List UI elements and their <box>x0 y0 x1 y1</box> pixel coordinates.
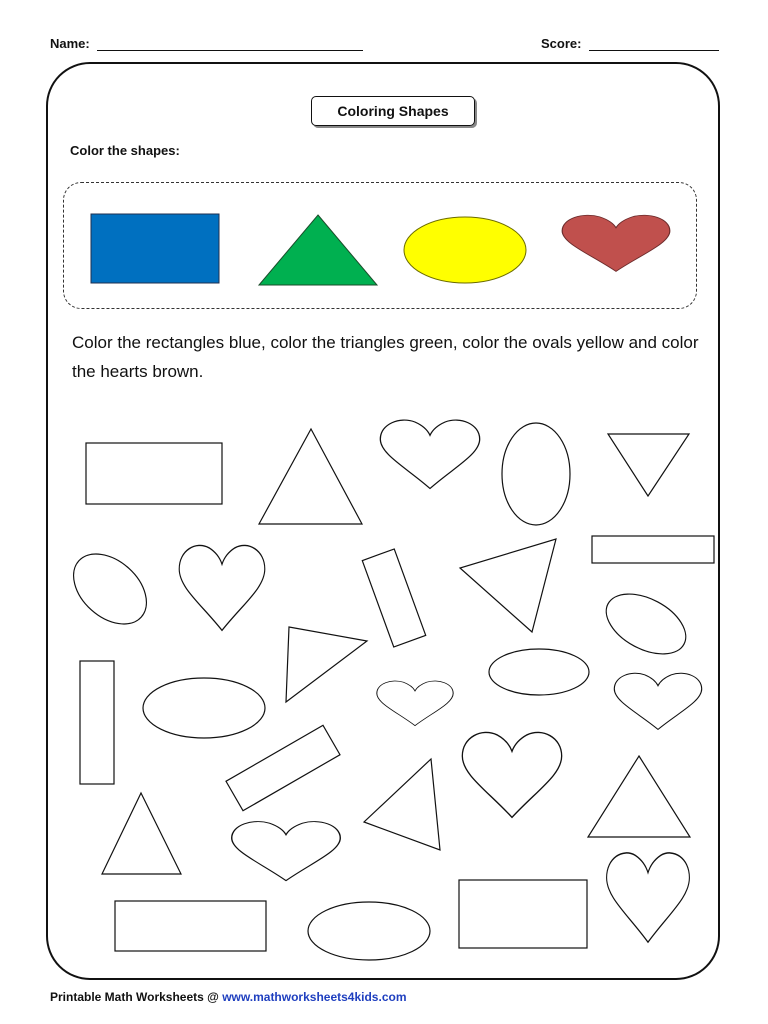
outline-triangle[interactable] <box>102 793 181 874</box>
footer <box>50 990 407 1004</box>
sample-rectangle <box>91 214 219 283</box>
outline-heart[interactable] <box>380 420 479 488</box>
outline-heart[interactable] <box>377 681 453 726</box>
outline-rectangle[interactable] <box>459 880 587 948</box>
outline-triangle[interactable] <box>460 539 556 632</box>
outline-rectangle[interactable] <box>115 901 266 951</box>
name-label: Name: <box>50 36 90 51</box>
sample-oval <box>404 217 526 283</box>
outline-oval[interactable] <box>502 423 570 525</box>
outline-triangle[interactable] <box>608 434 689 496</box>
worksheet-title: Coloring Shapes <box>311 96 475 126</box>
outline-heart[interactable] <box>179 545 265 630</box>
sample-heart <box>562 215 670 271</box>
outline-oval[interactable] <box>308 902 430 960</box>
footer-label: Printable Math Worksheets @ <box>50 990 219 1004</box>
outline-triangle[interactable] <box>259 429 362 524</box>
instructions-text: Color the rectangles blue, color the triangles green, color the ovals yellow and color the hearts brown. <box>72 333 699 381</box>
outline-oval[interactable] <box>596 582 695 667</box>
outline-oval[interactable] <box>489 649 589 695</box>
sample-subheading: Color the shapes: <box>70 143 180 158</box>
outline-rectangle[interactable] <box>86 443 222 504</box>
outline-heart[interactable] <box>232 822 341 881</box>
outline-heart[interactable] <box>462 732 561 817</box>
outline-rectangle[interactable] <box>80 661 114 784</box>
outline-heart[interactable] <box>614 673 701 729</box>
score-label: Score: <box>541 36 582 51</box>
outline-oval[interactable] <box>60 540 160 638</box>
sample-triangle <box>259 215 377 285</box>
outline-rectangle[interactable] <box>226 725 340 810</box>
outline-heart[interactable] <box>607 853 690 942</box>
outline-rectangle[interactable] <box>592 536 714 563</box>
outline-triangle[interactable] <box>364 759 440 850</box>
outline-triangle[interactable] <box>286 627 367 702</box>
outline-triangle[interactable] <box>588 756 690 837</box>
footer-url-link[interactable]: www.mathworksheets4kids.com <box>222 990 407 1004</box>
outline-oval[interactable] <box>143 678 265 738</box>
outline-rectangle[interactable] <box>362 549 425 647</box>
